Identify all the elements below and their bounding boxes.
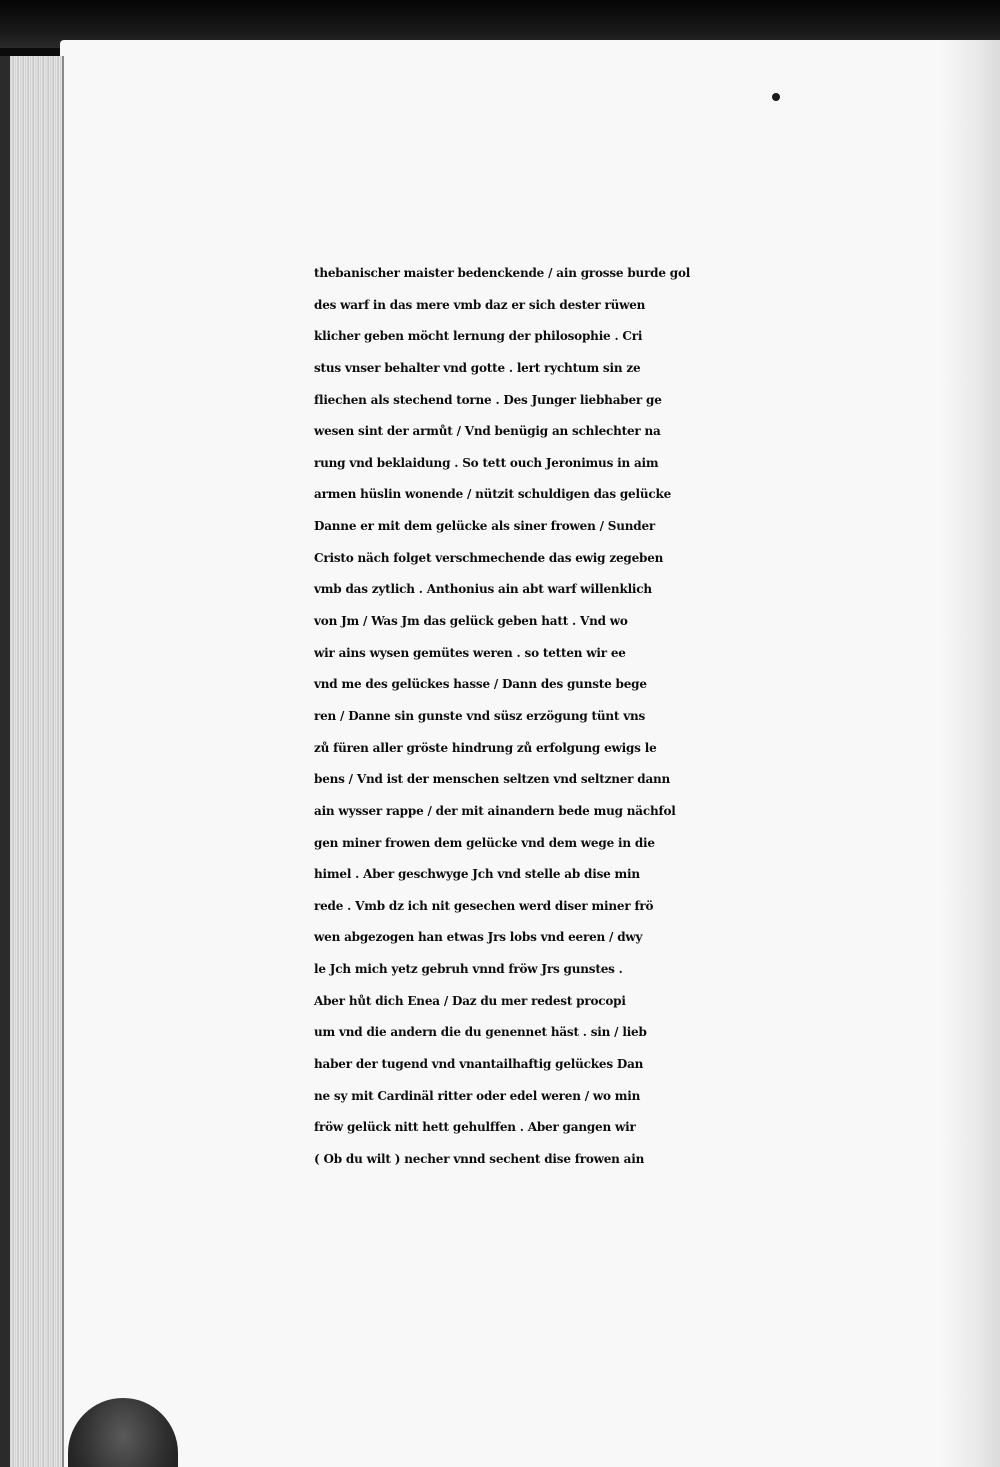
text-line: wesen sint der armůt / Vnd benügig an schlechter na (314, 424, 661, 439)
text-line: armen hüslin wonende / nützit schuldigen das gelücke (314, 487, 672, 502)
ink-speck (772, 93, 780, 101)
text-line: um vnd die andern die du genennet häst . sin / lieb (314, 1025, 647, 1040)
text-line: von Jm / Was Jm das gelück geben hatt . Vnd wo (314, 614, 628, 629)
text-line: rede . Vmb dz ich nit gesechen werd diser miner frö (314, 898, 654, 913)
text-line: haber der tugend vnd vnantailhaftig gelückes Dan (314, 1057, 644, 1072)
text-line: Aber hůt dich Enea / Daz du mer redest procopi (314, 993, 626, 1008)
text-line: ren / Danne sin gunste vnd süsz erzögung tünt vns (314, 708, 646, 723)
text-line: stus vnser behalter vnd gotte . lert rychtum sin ze (314, 360, 641, 375)
text-line: ne sy mit Cardinäl ritter oder edel weren / wo min (314, 1088, 641, 1103)
text-line: wen abgezogen han etwas Jrs lobs vnd eeren / dwy (314, 930, 643, 945)
text-line: klicher geben möcht lernung der philosophie . Cri (314, 329, 643, 344)
page-edge-shade (940, 40, 1000, 1467)
text-line: rung vnd beklaidung . So tett ouch Jeronimus in aim (314, 455, 659, 470)
text-line: fliechen als stechend torne . Des Junger liebhaber ge (314, 392, 662, 407)
text-line: bens / Vnd ist der menschen seltzen vnd seltzner dann (314, 772, 671, 787)
text-line: ain wysser rappe / der mit ainandern bede mug nächfol (314, 803, 676, 818)
text-line: gen miner frowen dem gelücke vnd dem wege in die (314, 835, 655, 850)
text-line: himel . Aber geschwyge Jch vnd stelle ab dise min (314, 867, 640, 882)
text-block (314, 258, 914, 1176)
text-line: zů füren aller gröste hindrung zů erfolgung ewigs le (314, 740, 657, 755)
binding-edge (0, 56, 10, 1467)
text-line: Danne er mit dem gelücke als siner frowen / Sunder (314, 519, 656, 534)
text-line: le Jch mich yetz gebruh vnnd fröw Jrs gunstes . (314, 962, 623, 977)
text-line: vnd me des gelückes hasse / Dann des gunste bege (314, 677, 647, 692)
text-line: des warf in das mere vmb daz er sich dester rüwen (314, 297, 646, 312)
text-line: thebanischer maister bedenckende / ain grosse burde gol (314, 266, 691, 280)
text-line: fröw gelück nitt hett gehulffen . Aber gangen wir (314, 1120, 636, 1135)
text-line: ( Ob du wilt ) necher vnnd sechent dise frowen ain (314, 1151, 645, 1166)
text-line: vmb das zytlich . Anthonius ain abt warf willenklich (314, 582, 652, 597)
text-line: wir ains wysen gemütes weren . so tetten wir ee (314, 645, 626, 660)
text-line: Cristo näch folget verschmechende das ewig zegeben (314, 550, 664, 565)
